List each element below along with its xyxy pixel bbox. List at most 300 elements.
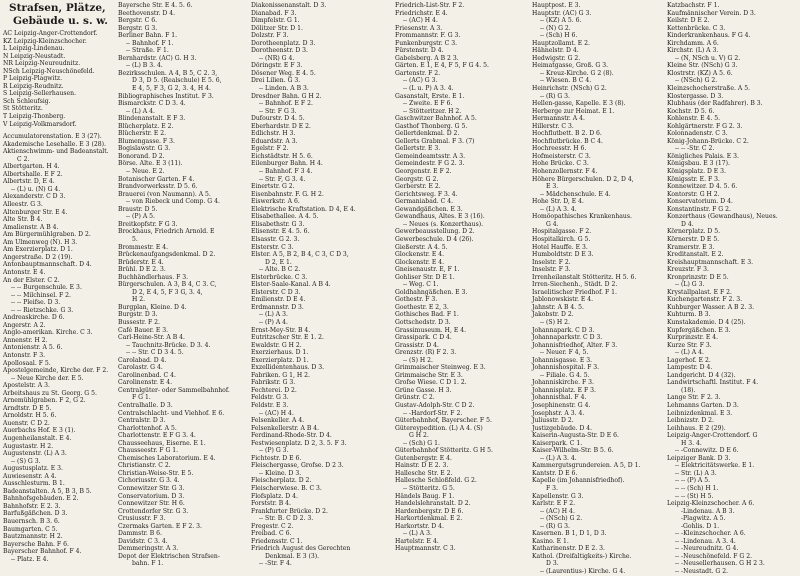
index-entry: -- Str. (L) A 3. bbox=[675, 469, 717, 477]
index-entry: Dölitzer Str. D 1. bbox=[251, 24, 303, 32]
index-entry: Dufourstr. D 4. 5. bbox=[251, 115, 305, 123]
index-entry: Alte Str. B 4. bbox=[3, 216, 43, 224]
index-entry: Kaiserin-Augusta-Str. D E 6. bbox=[532, 432, 619, 440]
index-entry: Kuchengartenstr. F 2. 3. bbox=[667, 296, 743, 304]
index-entry: Kasino. E 1. bbox=[532, 537, 569, 545]
index-entry: Höhere Bürgerschulen. D 2, D 4, bbox=[532, 175, 634, 183]
index-entry: -Plagwitz. A 5. bbox=[681, 515, 726, 523]
index-entry: -- Bahnhof. F 1. bbox=[126, 39, 174, 47]
index-entry: Krystallpalast. E F 2. bbox=[667, 288, 732, 296]
index-entry: Gellertstr. E 3. bbox=[395, 145, 441, 153]
index-entry: Jahnstr. A B 4. 5. bbox=[532, 303, 584, 311]
index-entry: -- Str. F, G 3. 4. bbox=[259, 175, 306, 183]
index-entry: Handelslehranstalt. D 2. bbox=[395, 500, 471, 508]
index-entry: Gellerts Grabmal. F 3. (7) bbox=[395, 137, 475, 145]
index-entry: -- Bahnhof. F 3 4. bbox=[259, 168, 313, 176]
index-entry: Lange Str. F 2. 3. bbox=[667, 394, 721, 402]
index-entry: Kronprinzstr. D E 5. bbox=[667, 273, 729, 281]
index-entry: Grenzstr. (R) F 2. 3. bbox=[395, 349, 457, 357]
index-entry: Israelitischer Friedhof. F 1. bbox=[532, 288, 617, 296]
column-2-entries bbox=[118, 2, 246, 568]
legend-entry: NSch Leipzig-Neuschönefeld. bbox=[3, 67, 95, 75]
index-entry: Gellertdenkmal. D 2. bbox=[395, 130, 460, 138]
index-entry: Lehmanns Garten. D 3. bbox=[667, 401, 739, 409]
index-entry: Hohe Brücke. C 3. bbox=[532, 160, 589, 168]
index-entry: -- Str. B. C D 2. 3. bbox=[259, 515, 314, 523]
index-entry: Eduardstr. A 3. bbox=[251, 137, 298, 145]
index-entry: Kantstr. D E 6. bbox=[532, 469, 578, 477]
index-entry: Bezirksschulen. A 4, B 5, C 2. 3, bbox=[118, 69, 218, 77]
index-entry: Friedrich-List-Str. F 2. bbox=[395, 2, 465, 9]
index-entry: Grassimuseum. H, E 4. bbox=[395, 326, 467, 334]
index-entry: Kammergutsgrundereien. A 5, D 1. bbox=[532, 462, 641, 470]
index-entry: Glockenstr. E 4. bbox=[395, 258, 445, 266]
index-entry: Gasanstalt, Erste. E 1. bbox=[395, 92, 465, 100]
index-entry: (18). bbox=[681, 386, 696, 394]
column-5-entries bbox=[532, 2, 662, 576]
index-entry: -Lindenau. A B 3. bbox=[681, 507, 735, 515]
index-entry: Hellen-gasse, Kapelle. E 3 (8). bbox=[532, 100, 626, 108]
index-entry: Ewaldstr. G H 2. bbox=[251, 341, 302, 349]
index-entry: -- Linden. A B 3. bbox=[259, 85, 309, 93]
index-entry: Kinderkrankenhaus. F G 4. bbox=[667, 32, 751, 40]
index-entry: Carolastr. G 4. bbox=[118, 364, 163, 372]
index-entry: Eberhardstr. D E 2. bbox=[251, 122, 311, 130]
index-entry: Keilstr. D E 2. bbox=[667, 17, 710, 25]
index-entry: Edlichstr. H 3. bbox=[251, 130, 296, 138]
index-entry: Hospitalgasse. F 2. bbox=[532, 228, 592, 236]
index-entry: -- -Str. F 4. bbox=[259, 560, 292, 568]
index-entry: Albertgarten. H 4. bbox=[3, 163, 60, 171]
index-entry: Kreishauptmannschaft. E 3. bbox=[667, 258, 754, 266]
index-entry: Centralgüter- oder Sammelbahnhof. bbox=[118, 386, 230, 394]
index-entry: -- (S) H 2. bbox=[540, 318, 570, 326]
index-entry: Hähnelstr. D 4. bbox=[532, 47, 579, 55]
index-entry: -- Weg. C 1. bbox=[403, 281, 439, 289]
index-entry: Konzerthaus (Gewandhaus), Neues. bbox=[667, 213, 778, 221]
index-entry: Elsterstr. C D 3. bbox=[251, 288, 301, 296]
index-entry: Carolinenstr. E 4. bbox=[118, 379, 173, 387]
index-entry: An der Elster. C 2. bbox=[3, 276, 60, 284]
index-entry: G 4. bbox=[546, 220, 559, 228]
index-entry: Bernhardstr. (AC) G. H 3. bbox=[118, 54, 197, 62]
index-entry: -- -Neusellerhausen. G H 2 3. bbox=[675, 560, 765, 568]
index-entry: -- (AC) H 4. bbox=[259, 409, 294, 417]
index-entry: Lampestr. D 4. bbox=[667, 364, 713, 372]
index-entry: Beethovenstr. D 4. bbox=[118, 9, 176, 17]
index-entry: Demmeringstr. A 3. bbox=[118, 545, 179, 553]
index-entry: -- (Laurentius-) Kirche. G 4. bbox=[540, 568, 626, 576]
index-entry: -- Str. F G 3. bbox=[259, 107, 297, 115]
index-entry: Herberge zur Heimat. E 1. bbox=[532, 107, 615, 115]
index-entry: Badeanstalten. A 5, B 3, B 5. bbox=[3, 487, 92, 495]
index-entry: Augenheilanstalt. E 4. bbox=[3, 434, 72, 442]
index-entry: Gewerbeausstellung. D 2. bbox=[395, 228, 475, 236]
index-entry: Grassipark. C D 4. bbox=[395, 334, 452, 342]
index-entry: Gütereypedition. (L) A 4. (S) bbox=[395, 424, 483, 432]
index-entry: Georgstr. G 2. bbox=[395, 175, 439, 183]
index-entry: -- (L) A 3. 4. bbox=[540, 454, 577, 462]
index-entry: D 4. bbox=[681, 220, 694, 228]
index-entry: Ferdinand-Rhode-Str. D 4. bbox=[251, 432, 332, 440]
index-entry: -- (N) G 2. bbox=[540, 24, 571, 32]
index-entry: Eisenbahnstr. F. G. H 2. bbox=[251, 190, 324, 198]
index-entry: Felsenkellerstr. A B 4. bbox=[251, 424, 320, 432]
index-entry: -- (S) H 2. bbox=[403, 356, 433, 364]
index-entry: Blumengasse. F 3. bbox=[118, 137, 175, 145]
index-entry: Felsenkeller. A 4. bbox=[251, 417, 305, 425]
index-entry: -- (L) u. (N) G 4. bbox=[11, 185, 61, 193]
index-entry: Bergstr. C 6. bbox=[118, 17, 158, 25]
index-entry: Centralhalle. D 3. bbox=[118, 401, 173, 409]
index-entry: Heimatgasse, Groß. G 3. bbox=[532, 62, 609, 70]
index-entry: E 4, 5, F 3, G 2, 3. 4, H 4. bbox=[132, 85, 211, 93]
index-entry: Arndtstr. D E 5. bbox=[3, 404, 52, 412]
index-entry: Friedensstr. C 1. bbox=[251, 537, 303, 545]
index-entry: Frankfurter Brücke. D 2. bbox=[251, 507, 328, 515]
index-entry: Jakobstr. D 2. bbox=[532, 311, 574, 319]
index-entry: Anglo-amerikan. Kirche. C 3. bbox=[3, 329, 93, 337]
index-entry: Landgericht. D 4 (32). bbox=[667, 371, 736, 379]
index-entry: F G 1. bbox=[132, 394, 151, 402]
index-entry: Angerstr. A 2. bbox=[3, 321, 46, 329]
index-entry: -- -- Str. C D 3 4. 5. bbox=[126, 349, 184, 357]
legend-entry: N Leipzig-Neustadt. bbox=[3, 52, 66, 60]
index-entry: Carolabad. D 4. bbox=[118, 356, 167, 364]
index-entry: Georgenstr. E F 2. bbox=[395, 168, 452, 176]
index-entry: Berliner Bahn. F 1. bbox=[118, 32, 178, 40]
index-entry: Kochstr. D 5. 6. bbox=[667, 107, 715, 115]
index-entry: Kurprinzstr. E 4. bbox=[667, 334, 719, 342]
index-entry: Hardenbergstr. D E 6. bbox=[395, 507, 464, 515]
index-entry: Fürstenstr. D 4. bbox=[395, 47, 444, 55]
index-entry: -- Bahnhof. E F 2. bbox=[259, 100, 313, 108]
index-entry: Homöopathisches Krankenhaus. bbox=[532, 213, 632, 221]
index-entry: Döringstr. E F 3. bbox=[251, 62, 303, 70]
index-entry: Antonienstr. A 5. 6. bbox=[3, 344, 63, 352]
index-entry: Elsterbrücke. C 3. bbox=[251, 273, 308, 281]
index-entry: Grimmaischer Steinweg. E 3. bbox=[395, 364, 486, 372]
index-entry: Königsbau. E 3 (17). bbox=[667, 160, 730, 168]
index-entry: Antonstr. F 3. bbox=[3, 351, 46, 359]
index-entry: Brauerei (von Naumann). A 5. bbox=[118, 190, 211, 198]
index-entry: Hotel Hauffe. E 3. bbox=[532, 243, 588, 251]
index-entry: -- Straße. F 1. bbox=[126, 47, 169, 55]
index-entry: Conservatorium. D 3. bbox=[118, 492, 185, 500]
index-entry: Kapellenstr. G 3. bbox=[532, 492, 584, 500]
index-entry: Hospitalkirch. G 5. bbox=[532, 235, 591, 243]
index-entry: F 3. bbox=[546, 485, 558, 492]
index-entry: Josephinenstr. G 4. bbox=[532, 401, 591, 409]
index-entry: -- (Sch) G 1. bbox=[403, 439, 440, 447]
index-entry: C 2. bbox=[17, 155, 30, 163]
index-entry: Leihhaus. E 2 (29). bbox=[667, 424, 726, 432]
index-entry: -- -- (P) A 5. bbox=[675, 477, 711, 485]
index-entry: Bibliographisches Institut. F 3. bbox=[118, 92, 214, 100]
index-entry: Gewerbeschule. D 4 (26). bbox=[395, 235, 474, 243]
index-entry: -- (L) A 4. bbox=[126, 107, 155, 115]
index-entry: Hauptpost. E 3. bbox=[532, 2, 581, 9]
abbreviation-legend bbox=[3, 30, 115, 128]
column-5 bbox=[532, 2, 662, 576]
index-entry: Gothestr. F 3. bbox=[395, 296, 438, 304]
index-entry: Jablonowskistr. E 4. bbox=[532, 296, 594, 304]
index-entry: Buchhändlerhaus. F 3. bbox=[118, 273, 189, 281]
index-entry: Klubhaus (der Radfahrer). B 3. bbox=[667, 100, 763, 108]
index-entry: Juliusstr. D 2. bbox=[532, 417, 574, 425]
index-entry: Apollosaal. F 5. bbox=[3, 359, 51, 367]
index-entry: Gießerstr. A 4. 5. bbox=[395, 243, 448, 251]
index-entry: Arnemühlgraben. F 2, G 2. bbox=[3, 397, 86, 405]
index-entry: Burgstr. D 3. bbox=[118, 311, 158, 319]
index-entry: Kirchstr. (L) A 3. bbox=[667, 47, 719, 55]
index-entry: -- (R) G 3. bbox=[540, 522, 570, 530]
legend-entry: P Leipzig-Plagwitz. bbox=[3, 75, 63, 83]
index-entry: H 3. 4. bbox=[681, 439, 702, 447]
index-entry: -- von Riebeck und Comp. G 4. bbox=[126, 198, 220, 206]
index-entry: Gärten. E 1, E 4, F 5, F G 4. 5. bbox=[395, 62, 489, 70]
index-entry: Elisabethstr. G 3. bbox=[251, 220, 305, 228]
index-entry: Inselstr. F 3. bbox=[532, 266, 571, 274]
index-entry: Café Bauer. E 3. bbox=[118, 326, 169, 334]
index-entry: Hauptstr. (AC) G 3. bbox=[532, 9, 592, 17]
index-entry: Carolinenbad. C 4. bbox=[118, 371, 176, 379]
index-entry: H 2. bbox=[132, 296, 146, 304]
index-entry: Dammstr. B 6. bbox=[118, 530, 162, 538]
index-entry: Brommestr. E 4. bbox=[118, 243, 169, 251]
index-entry: Exerzierhaus. D 1. bbox=[251, 349, 309, 357]
index-entry: Einertstr. G 2. bbox=[251, 183, 295, 191]
index-entry: -- (NSch) G 2. bbox=[540, 515, 583, 523]
index-entry: -- Stötteritzer. H 2. bbox=[403, 107, 462, 115]
index-entry: Gohliser Str. D E 1. bbox=[395, 273, 455, 281]
index-entry: Inselstr. F 2. bbox=[532, 258, 571, 266]
index-entry: Katzbachstr. F 1. bbox=[667, 2, 720, 9]
index-entry: 5. bbox=[132, 235, 138, 243]
index-entry: Centralschlacht- und Viehhof. E 6. bbox=[118, 409, 225, 417]
index-entry: -- (N, NSch u. V) G 2. bbox=[675, 54, 741, 62]
index-entry: Cichoriusstr. G 3. 4. bbox=[118, 477, 180, 485]
column-6-entries bbox=[667, 2, 798, 576]
index-entry: -- (L) A 3. 4. bbox=[540, 205, 577, 213]
index-entry: Forststr. B 4. bbox=[251, 500, 291, 508]
index-entry: -- (P) A 5. bbox=[126, 213, 155, 221]
legend-entry: T Leipzig-Thonberg. bbox=[3, 113, 66, 121]
index-entry: -- -Hardorf-Str. F 2. bbox=[403, 409, 463, 417]
index-entry: Kreuzstr. F 3. bbox=[667, 266, 709, 274]
index-entry: Connewitzer Str. H 6. bbox=[118, 500, 185, 508]
index-entry: Grofse Wiese. C D 1. 2. bbox=[395, 379, 467, 387]
index-entry: Gaschwitzer Bahnhof. A 5. bbox=[395, 115, 477, 123]
index-entry: Kirchdamm. A 6. bbox=[667, 39, 719, 47]
index-entry: Dolzstr. F 3. bbox=[251, 32, 289, 40]
index-entry: Kramerstr. E 3. bbox=[667, 243, 715, 251]
index-entry: Auwiesenstr. A 4. bbox=[3, 472, 57, 480]
index-entry: Konstantinstr. F G 2. bbox=[667, 205, 731, 213]
index-entry: Auerbachs Hof. E 3 (1). bbox=[3, 427, 76, 435]
index-entry: Denkmal. E 3 (3). bbox=[265, 552, 320, 560]
index-entry: Elster. A 5, B 2, B 4, C 3, C D 3, bbox=[251, 251, 349, 259]
index-entry: Leipzig-Anger-Crottendorf. G bbox=[667, 432, 758, 440]
index-entry: -- Neue Kirche der. E 5. bbox=[11, 374, 84, 382]
index-entry: Eilenburger Bahn. H 4. bbox=[251, 160, 323, 168]
index-entry: Gerberstr. E 2. bbox=[395, 183, 441, 191]
index-entry: Gneisenaustr. E, F 1. bbox=[395, 266, 460, 274]
index-entry: Irren-Siechenh., Städt. D 2. bbox=[532, 281, 618, 289]
index-entry: -- (AC) G 3. bbox=[403, 77, 438, 85]
index-entry: Bayersche Bahn. F 6. bbox=[3, 540, 69, 548]
index-entry: Hedwigstr. G 2. bbox=[532, 54, 581, 62]
index-entry: Eichstädtstr. H 5. 6. bbox=[251, 152, 313, 160]
index-entry: Leipzig-Kleinzschocher. A 6. bbox=[667, 500, 755, 508]
index-entry: -- Tauchnitz-Brücke. D 3. 4. bbox=[126, 341, 211, 349]
index-entry: Am Exerzierplatz. D 1. bbox=[3, 246, 73, 254]
index-entry: Dorotheenplatz. D 3. bbox=[251, 39, 316, 47]
legend-entry: KZ Leipzig-Kleinzschocher. bbox=[3, 37, 87, 45]
index-entry: bahn. F 1. bbox=[132, 560, 164, 568]
index-entry: Antonstr. E 4. bbox=[3, 268, 46, 276]
index-entry: Aktienschwimm- und Badeanstalt. bbox=[3, 148, 109, 156]
index-entry: Kontorstr. G H 2. bbox=[667, 190, 720, 198]
index-entry: Albertshalle. E F 2. bbox=[3, 170, 63, 178]
index-entry: Hauptmannstr. C 3. bbox=[395, 545, 456, 553]
index-entry: Davidstr. C 3. 4. bbox=[118, 537, 168, 545]
index-entry: Angerstraße. D 2 (19). bbox=[3, 253, 73, 261]
legend-entry: NR Leipzig-Neureudnitz. bbox=[3, 60, 81, 68]
index-entry: Drei Lilien. G 3. bbox=[251, 77, 301, 85]
index-entry: Bussestr. F 2. bbox=[118, 318, 160, 326]
index-entry: Elsasstr. G 2. 3. bbox=[251, 235, 300, 243]
index-entry: Kolonnadenstr. C 3. bbox=[667, 130, 728, 138]
index-entry: Feldstr. E 3. bbox=[251, 401, 289, 409]
index-entry: -- Neues (s. Konzerthaus). bbox=[403, 220, 484, 228]
index-entry: Brockhaus, Friedrich Arnold. E bbox=[118, 228, 215, 236]
index-entry: Augustusplatz. E 3. bbox=[3, 465, 63, 473]
index-entry: Josephstr. A 3. 4. bbox=[532, 409, 585, 417]
index-entry: Fechterei. D 2. bbox=[251, 386, 297, 394]
index-entry: E 3. bbox=[546, 183, 559, 191]
index-entry: Botanischer Garten. F 4. bbox=[118, 175, 195, 183]
index-entry: D 2, E 4, 5, F 3 G, 3. 4, bbox=[132, 288, 203, 296]
index-entry: Güterbahnhof, Bayerscher. F 5. bbox=[395, 417, 492, 425]
index-entry: Gasthof Thonberg. G 5. bbox=[395, 122, 468, 130]
index-entry: Chemisches Laboratorium. E 4. bbox=[118, 454, 216, 462]
index-entry: Barfußgäßchen. D 3. bbox=[3, 510, 68, 518]
index-entry: -- Wiesen. B C 4. bbox=[540, 77, 592, 85]
index-entry: Kreditanstalt. E 2. bbox=[667, 251, 724, 259]
index-entry: Hochflutbrücke. B C 4. bbox=[532, 137, 603, 145]
index-entry: Gustav-Adolph-Str. C D 2. bbox=[395, 401, 475, 409]
index-entry: Exerzierplatz. D 1. bbox=[251, 356, 309, 364]
index-entry: Harkortdenkmal. E 2. bbox=[395, 515, 463, 523]
index-entry: Hillerstr. C 3. bbox=[532, 122, 574, 130]
index-entry: Hochflutbett. B 2. D 6. bbox=[532, 130, 602, 138]
index-entry: Kupfergäßchen. E 3. bbox=[667, 326, 731, 334]
index-entry: Crottendorfer Str. G 3. bbox=[118, 507, 189, 515]
index-entry: Ernst-Mey-Str. B 4. bbox=[251, 326, 311, 334]
legend-entry: V Leipzig-Volkmarsdorf. bbox=[3, 120, 77, 128]
index-entry: Kathol. (Dreifaltigkeits-) Kirche. bbox=[532, 552, 632, 560]
index-entry: Germaniabad. C 4. bbox=[395, 198, 454, 206]
index-entry: Königsstr. E. F 3. bbox=[667, 175, 720, 183]
index-entry: Grimmaische Str. E 3. bbox=[395, 371, 463, 379]
index-entry: Leibnizdenkmal. E 3. bbox=[667, 409, 733, 417]
index-entry: König-Johann-Brücke. C 2. bbox=[667, 137, 749, 145]
index-entry: Leibnizstr. D 2. bbox=[667, 417, 714, 425]
index-entry: Baumgarten. C 5. bbox=[3, 525, 58, 533]
index-entry: Irrenheilanstalt Stötteritz. H 5. 6. bbox=[532, 273, 637, 281]
column-4-entries bbox=[395, 2, 527, 553]
index-entry: Johannisthal. F 4. bbox=[532, 394, 587, 402]
index-entry: Fichtestr. D E 6. bbox=[251, 454, 302, 462]
index-entry: Händels Baug. F 1. bbox=[395, 492, 455, 500]
index-entry: Bautzmannstr. H 2. bbox=[3, 533, 63, 541]
index-entry: Elster-Saale-Kanal. A B 4. bbox=[251, 281, 331, 289]
index-entry: Charlottenhof. A 5. bbox=[118, 424, 177, 432]
index-entry: Hochreesstr. H 6. bbox=[532, 145, 587, 153]
index-entry: -- -Neureudnitz. G 4. bbox=[675, 545, 739, 553]
index-entry: G H 2. bbox=[409, 432, 429, 440]
index-entry: -- (AC) H 4. bbox=[540, 507, 575, 515]
index-entry: Albertstr. D, E 4. bbox=[3, 178, 55, 186]
index-entry: Grüne Gasse. H 3. bbox=[395, 386, 452, 394]
index-entry: Kohlgärtnerstr. F G 2. 3. bbox=[667, 122, 743, 130]
index-entry: Am Ulmenweg (N). H 3. bbox=[3, 238, 78, 246]
index-entry: Humboldtstr. D E 3. bbox=[532, 251, 594, 259]
index-entry: Crusiusstr. F 3. bbox=[118, 515, 166, 523]
index-entry: Königsplatz. D E 3. bbox=[667, 168, 726, 176]
index-entry: -- (AC) H 4. bbox=[403, 17, 438, 25]
index-entry: Blücherplatz. E 2. bbox=[118, 122, 174, 130]
index-entry: Arnoldstr. H 5. 6. bbox=[3, 412, 57, 420]
index-entry: Dorotheenstr. D 3. bbox=[251, 47, 308, 55]
index-entry: Kohlenstr. E 4. 5. bbox=[667, 115, 721, 123]
index-entry: -- -- (St) H 5. bbox=[675, 492, 714, 500]
index-entry: Hainstr. D E 2. 3. bbox=[395, 462, 449, 470]
index-entry: Eutritzscher Str. E 1. 2. bbox=[251, 334, 324, 342]
index-entry: -- (L) A 3. bbox=[403, 530, 432, 538]
index-entry: Brückenaufgangsdenkmal. D 2. bbox=[118, 251, 216, 259]
index-entry: Brandvorwerksstr. D 5. 6. bbox=[118, 183, 198, 191]
index-entry: Gewandgäßchen. E 3. bbox=[395, 205, 463, 213]
index-entry: D 3. bbox=[546, 560, 559, 568]
index-entry: Kleinzschocherstraße. A 5. bbox=[667, 85, 751, 93]
index-entry: Gottschedstr. D 3. bbox=[395, 318, 451, 326]
index-entry: Annenstr. H 2. bbox=[3, 336, 48, 344]
index-entry: Bahnhofstr. E 2. 3. bbox=[3, 502, 61, 510]
legend-entry: St Stötteritz. bbox=[3, 105, 43, 113]
index-entry: Alexanderstr. C D 3. bbox=[3, 193, 66, 201]
index-entry: Gutenbergstr. E 4. bbox=[395, 454, 452, 462]
index-entry: Johannaparkstr. C D 3. bbox=[532, 334, 603, 342]
index-entry: Carl-Heine-Str. A B 4. bbox=[118, 334, 185, 342]
index-entry: -- (L) G 3. bbox=[675, 281, 705, 289]
index-entry: Apostelgemeinde, Kirche der. F 2. bbox=[3, 367, 109, 375]
index-entry: -- -- Burgenschule. E 3. bbox=[11, 284, 82, 292]
index-entry: Körnerstr. D E 5. bbox=[667, 235, 720, 243]
index-entry: Emilienstr. D E 4. bbox=[251, 296, 306, 304]
index-entry: Chausseestr. F G 1. bbox=[118, 447, 179, 455]
index-entry: Kunstakademie. D 4 (25). bbox=[667, 318, 746, 326]
index-entry: Feldstr. G 3. bbox=[251, 394, 289, 402]
index-entry: Bayerscher Bahnhof. F 4. bbox=[3, 548, 82, 556]
index-entry: Glockenstr. E 4. bbox=[395, 251, 445, 259]
index-entry: Kuhturm. B 3. bbox=[667, 311, 711, 319]
index-entry: Altenburger Str. E 4. bbox=[3, 208, 68, 216]
index-entry: -- Mädchenschule. E 4. bbox=[540, 190, 611, 198]
index-entry: Gewandhaus, Altes. E 3 (16). bbox=[395, 213, 485, 221]
index-entry: -Gohlis. D 1. bbox=[681, 522, 720, 530]
